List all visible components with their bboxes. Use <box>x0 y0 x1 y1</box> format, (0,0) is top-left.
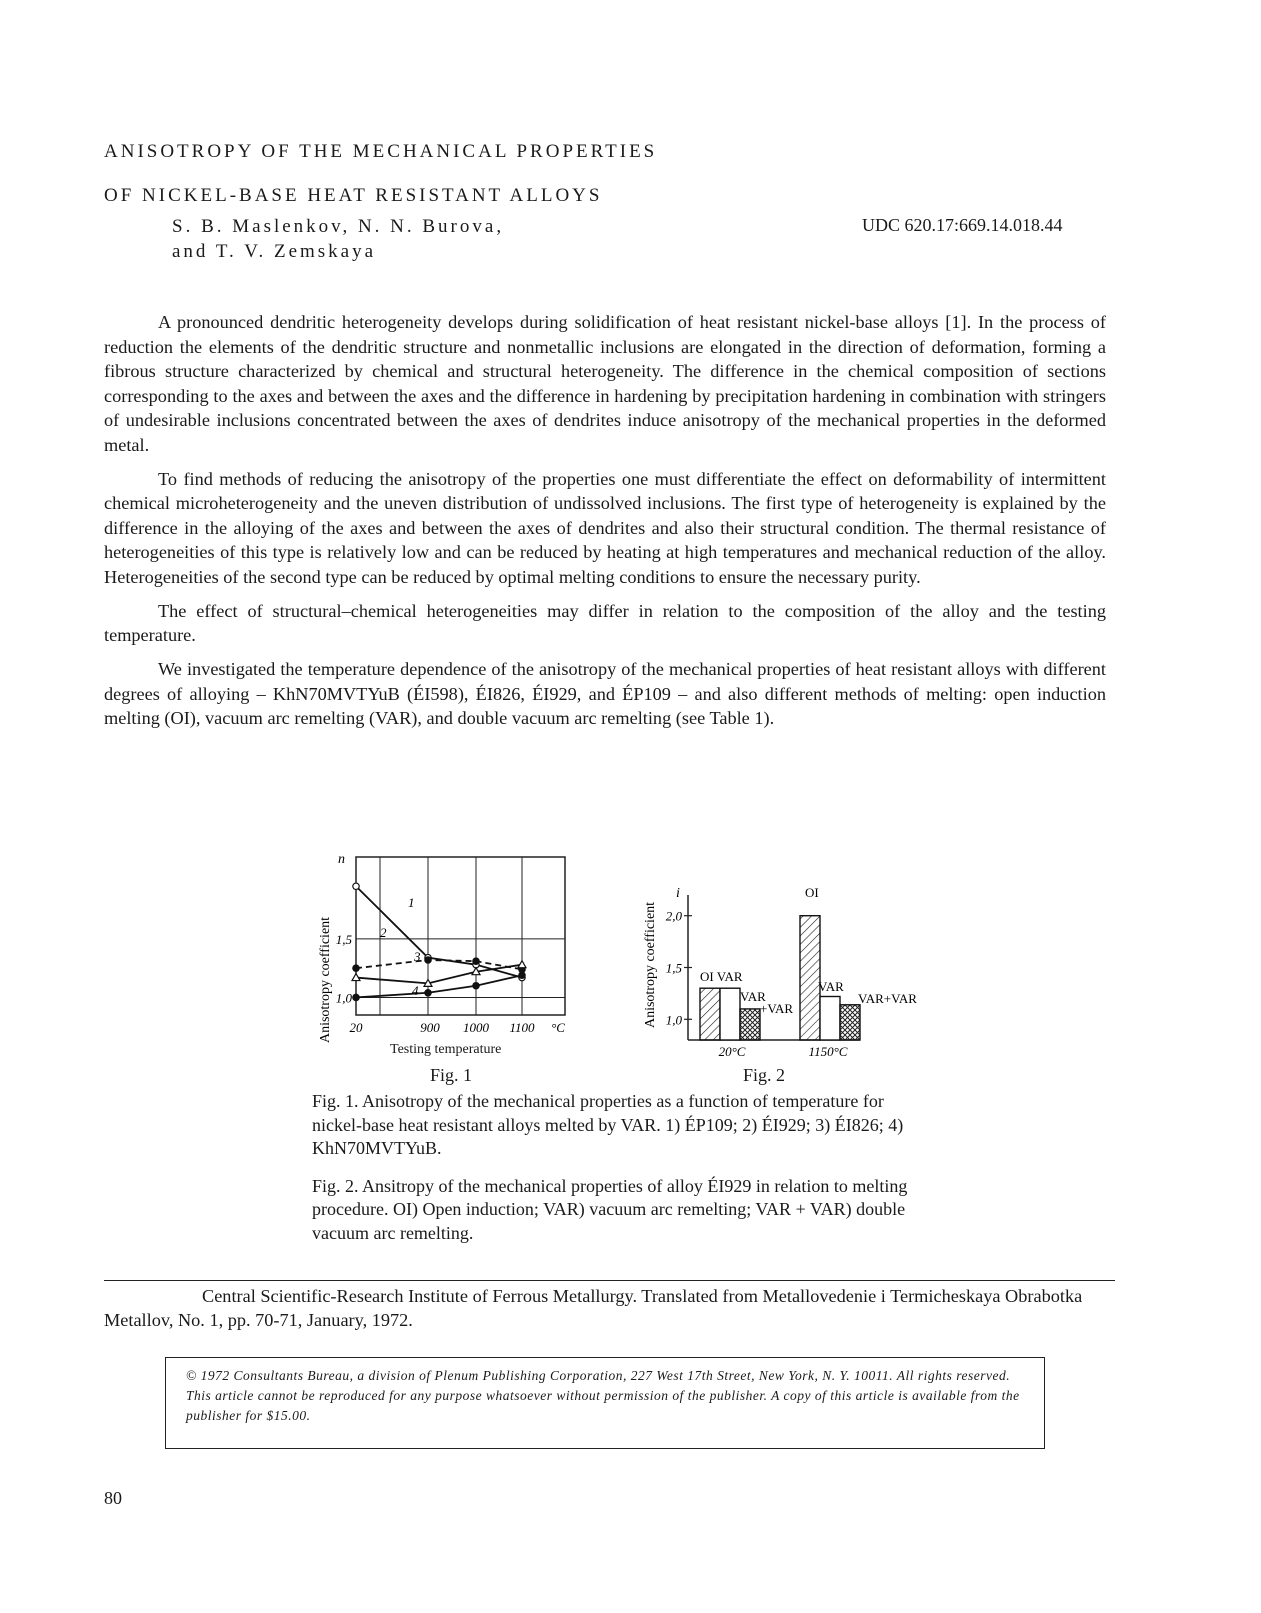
fig2-label: Fig. 2 <box>743 1065 786 1085</box>
fig2-y-tick-label: 1,5 <box>665 960 682 976</box>
fig1-x-tick-label: 20 <box>349 1020 363 1035</box>
fig1-point-marker <box>425 957 431 963</box>
figure-captions <box>312 1090 922 1259</box>
fig1-frame <box>356 857 565 1015</box>
figure-1 <box>300 845 600 1095</box>
fig2-y-symbol: i <box>676 886 680 901</box>
fig2-bar-label: OI <box>805 885 819 900</box>
fig2-y-tick-label: 2,0 <box>665 908 682 924</box>
fig1-series-label: 1 <box>408 895 415 910</box>
paragraph: We investigated the temperature dependence of the anisotropy of the mechanical properties of heat resistant alloys with different degrees of alloying – KhN70MVTYuB (ÉI598), ÉI826, ÉI929, and ÉP109 – and also different methods of melting: open induction melting (OI), vacuum arc remelting (VAR), and double vacuum arc remelting (see Table 1). <box>104 659 1106 728</box>
paragraph: The effect of structural–chemical heterogeneities may differ in relation to the composition of the alloy and the testing temperature. <box>104 600 1106 645</box>
fig1-y-symbol: n <box>338 852 345 867</box>
fig1-x-tick-label: 1000 <box>463 1020 489 1035</box>
fig1-x-tick-label: 1100 <box>509 1020 535 1035</box>
fig1-x-tick-label: 900 <box>420 1020 440 1035</box>
body-text <box>104 310 1106 740</box>
fig1-point-marker <box>353 994 359 1000</box>
fig2-bar-label: +VAR <box>760 1001 794 1016</box>
article-title <box>104 130 657 218</box>
fig1-y-axis-label: Anisotropy coefficient <box>318 916 333 1044</box>
paragraph: A pronounced dendritic heterogeneity develops during solidification of heat resistant nickel-base alloys [1]. In the process of reduction the elements of the dendritic structure and nonmetallic inclusions are elongated in the direction of deformation, forming a fibrous structure characterized by chemical and structural heterogeneity. The difference in the chemical composition of sections corresponding to the axes and between the axes and the difference in hardening by precipitation hardening in combination with stringers of undesirable inclusions concentrated between the axes of dendrites induce anisotropy of the mechanical properties in the deformed metal. <box>104 312 1106 455</box>
fig1-y-tick-label: 1,0 <box>335 990 352 1006</box>
udc-code: UDC 620.17:669.14.018.44 <box>862 215 1063 235</box>
fig1-point-marker <box>473 958 479 964</box>
fig1-grid <box>356 857 565 1015</box>
fig1-x-axis-label: Testing temperature <box>390 1042 502 1057</box>
fig2-caption: Fig. 2. Ansitropy of the mechanical properties of alloy ÉI929 in relation to melting procedure. OI) Open induction; VAR) vacuum arc remelting; VAR + VAR) double vacuum arc remelting. <box>312 1175 908 1243</box>
affiliation-text: Central Scientific-Research Institute of Ferrous Metallurgy. Translated from Metallovedenie i Termicheskaya Obrabotka Metallov, No. 1, pp. 70-71, January, 1972. <box>104 1286 1083 1330</box>
fig1-series-group <box>352 883 526 1001</box>
fig1-label: Fig. 1 <box>430 1065 473 1085</box>
affiliation-footnote <box>104 1284 1114 1332</box>
fig2-bar <box>720 988 740 1040</box>
fig2-bar <box>820 997 840 1041</box>
fig2-group-label: 1150°C <box>808 1044 848 1059</box>
fig2-bar-label: VAR <box>740 989 766 1004</box>
authors-line-2: and T. V. Zemskaya <box>172 241 377 262</box>
fig2-y-tick-label: 1,0 <box>665 1012 682 1028</box>
fig2-bar-label: VAR+VAR <box>858 991 917 1006</box>
title-line-1: ANISOTROPY OF THE MECHANICAL PROPERTIES <box>104 141 658 162</box>
fig1-caption: Fig. 1. Anisotropy of the mechanical properties as a function of temperature for nickel-base heat resistant alloys melted by VAR. 1) ÉP109; 2) ÉI929; 3) ÉI826; 4) KhN70MVTYuB. <box>312 1091 904 1158</box>
fig2-bar-label: OI VAR <box>700 969 743 984</box>
fig1-series-label: 3 <box>414 949 421 964</box>
fig1-point-marker <box>473 983 479 989</box>
fig1-y-tick-label: 1,5 <box>335 931 352 947</box>
fig1-series-line <box>356 975 522 997</box>
fig2-y-axis-label: Anisotropy coefficient <box>643 901 658 1029</box>
fig1-ticks <box>336 932 566 1035</box>
fig2-bar-label: VAR <box>818 979 844 994</box>
authors-line-1: S. B. Maslenkov, N. N. Burova, <box>172 216 505 237</box>
fig2-bar <box>840 1005 860 1040</box>
footnote-rule <box>104 1280 1115 1281</box>
fig2-bar <box>700 988 720 1040</box>
fig2-group-label: 20°C <box>718 1044 746 1059</box>
fig1-series-label: 4 <box>412 983 419 998</box>
fig1-point-marker <box>425 990 431 996</box>
fig1-point-marker <box>518 961 526 968</box>
copyright-box: © 1972 Consultants Bureau, a division of Plenum Publishing Corporation, 227 West 17th Street, New York, N. Y. 10011. All rights reserved. This article cannot be reproduced for any purpose whatsoever without permission of the publisher. A copy of this article is available from the publisher for $15.00. <box>165 1357 1045 1449</box>
fig2-bars-group <box>700 885 917 1040</box>
fig1-point-marker <box>519 972 525 978</box>
fig1-point-marker <box>353 883 359 889</box>
fig2-bar <box>740 1009 760 1040</box>
figure-2 <box>640 875 940 1085</box>
fig2-chart <box>640 875 940 1059</box>
authors <box>172 214 504 264</box>
fig1-unit-label: °C <box>551 1020 565 1035</box>
title-line-2: OF NICKEL-BASE HEAT RESISTANT ALLOYS <box>104 185 603 206</box>
page-number: 80 <box>104 1488 122 1508</box>
fig1-point-marker <box>353 965 359 971</box>
fig2-bar <box>800 916 820 1040</box>
paragraph: To find methods of reducing the anisotropy of the properties one must differentiate the effect on deformability of intermittent chemical microheterogeneity and the uneven distribution of undissolved inclusions. The first type of heterogeneity is explained by the difference in the alloying of the axes and between the axes of dendrites and also their structural condition. The thermal resistance of heterogeneities of this type is relatively low and can be reduced by heating at high temperatures and mechanical reduction of the alloy. Heterogeneities of the second type can be reduced by optimal melting conditions to ensure the necessary purity. <box>104 468 1106 587</box>
fig1-series-label: 2 <box>380 925 387 940</box>
